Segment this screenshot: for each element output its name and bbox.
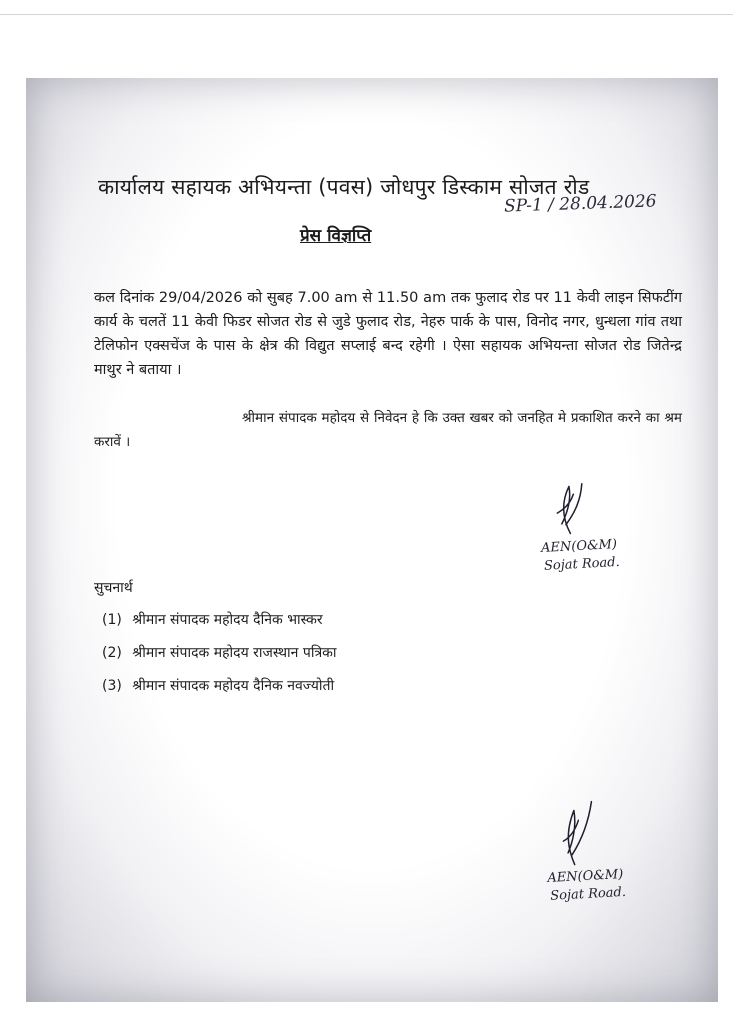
signature-block-2 [543,796,626,906]
list-item-number: (1) [102,612,122,628]
signature-2-location: Sojat Road. [549,884,627,904]
request-paragraph: श्रीमान संपादक महोदय से निवेदन हे कि उक्त खबर को जनहित मे प्रकाशित करने का श्रम करावें । [94,410,682,450]
list-item [102,641,337,674]
signature-scribble-icon [538,477,601,540]
signature-1-designation: AEN(O&M) [540,537,618,556]
signature-block-1 [538,476,621,576]
office-heading: कार्यालय सहायक अभियन्ता (पवस) जोधपुर डिस्काम सोजत रोड [98,175,590,199]
signature-1-location: Sojat Road. [543,554,621,574]
cc-list [102,608,337,707]
list-item-text: श्रीमान संपादक महोदय दैनिक नवज्योती [132,678,335,694]
signature-scribble-icon [543,797,607,870]
list-item [102,674,337,707]
list-item-text: श्रीमान संपादक महोदय राजस्थान पत्रिका [132,645,337,661]
list-item-number: (3) [102,678,122,694]
signature-2-designation: AEN(O&M) [546,867,624,886]
cc-title: सुचनार्थ [94,580,133,596]
reference-number: SP-1 / 28.04.2026 [503,191,657,217]
list-item-number: (2) [102,645,122,661]
press-release-title: प्रेस विज्ञप्ति [300,226,372,246]
list-item-text: श्रीमान संपादक महोदय दैनिक भास्कर [132,612,323,628]
scanned-letter [26,78,718,1002]
body-paragraph: कल दिनांक 29/04/2026 को सुबह 7.00 am से 11.50 am तक फुलाद रोड पर 11 केवी लाइन सिफटींग कार्य के चलतें 11 केवी फिडर सोजत रोड से जुडे फुलाद रोड, नेहरु पार्क के पास, विनोद नगर, धुन्धला गांव तथा टेलिफोन एक्सचेंज के पास के क्षेत्र की विद्युत सप्लाई बन्द रहेगी । ऐसा सहायक अभियन्ता सोजत रोड जितेन्द्र माथुर ने बताया । [94,290,682,378]
list-item [102,608,337,641]
top-divider [0,14,733,15]
